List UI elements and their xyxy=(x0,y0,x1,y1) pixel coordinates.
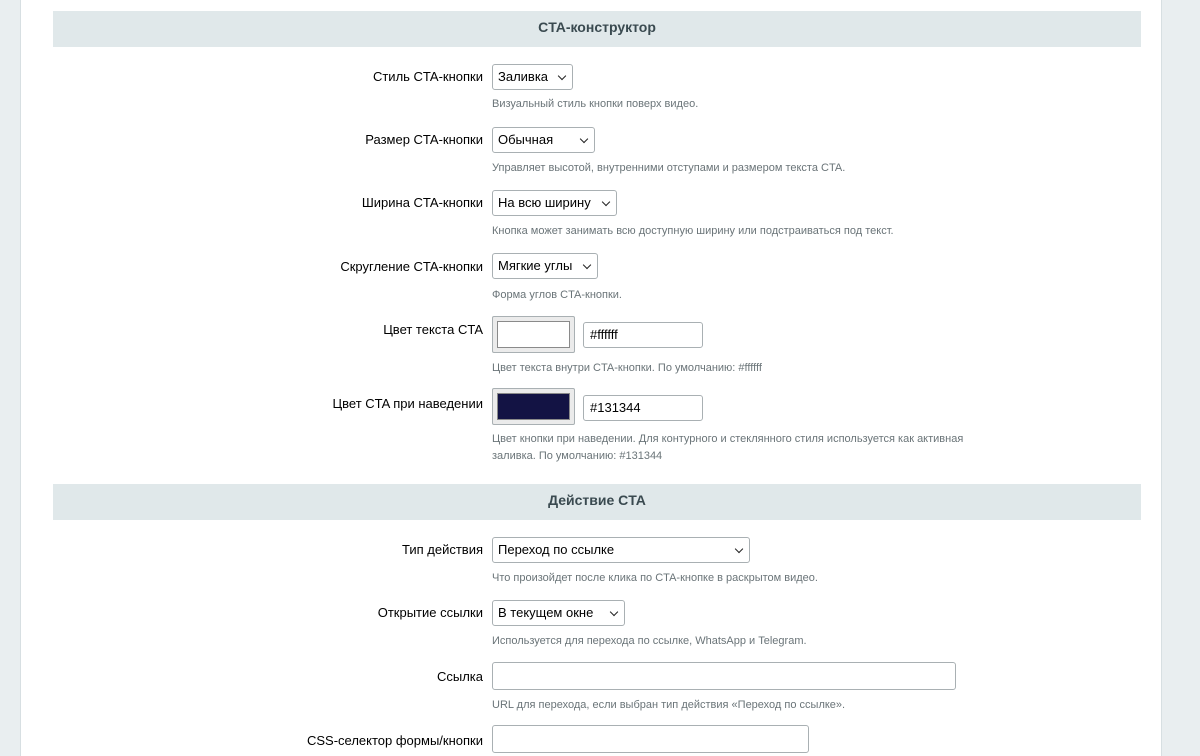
label-css-selector: CSS-селектор формы/кнопки xyxy=(306,733,483,748)
hint-cta-radius: Форма углов CTA-кнопки. xyxy=(492,289,622,301)
chevron-down-icon xyxy=(610,608,618,616)
color-swatch-fill xyxy=(497,321,570,348)
cta-style-value: Заливка xyxy=(498,69,549,84)
cta-size-select[interactable] xyxy=(492,127,595,153)
hint-cta-hover-color-line1: Цвет кнопки при наведении. Для контурного и стеклянного стиля используется как активная xyxy=(492,433,964,445)
cta-radius-value: Мягкие углы xyxy=(498,258,573,273)
label-link: Ссылка xyxy=(436,669,483,684)
section-header-cta-builder: CTA-конструктор xyxy=(53,11,1141,47)
cta-hover-color-input[interactable]: #131344 xyxy=(583,395,703,421)
settings-panel xyxy=(20,0,1162,756)
label-link-open: Открытие ссылки xyxy=(377,605,483,620)
label-cta-style: Стиль CTA-кнопки xyxy=(372,69,483,84)
label-cta-size: Размер CTA-кнопки xyxy=(365,132,483,147)
hint-cta-style: Визуальный стиль кнопки поверх видео. xyxy=(492,98,699,110)
cta-hover-color-picker[interactable] xyxy=(492,388,575,425)
chevron-down-icon xyxy=(583,261,591,269)
cta-size-value: Обычная xyxy=(498,132,554,147)
chevron-down-icon xyxy=(735,545,743,553)
cta-text-color-input[interactable]: #ffffff xyxy=(583,322,703,348)
cta-width-select[interactable] xyxy=(492,190,617,216)
action-type-value: Переход по ссылке xyxy=(498,542,615,557)
chevron-down-icon xyxy=(558,72,566,80)
hint-action-type: Что произойдет после клика по CTA-кнопке в раскрытом видео. xyxy=(492,572,818,584)
action-type-select[interactable] xyxy=(492,537,750,563)
link-open-select[interactable] xyxy=(492,600,625,626)
cta-radius-select[interactable] xyxy=(492,253,598,279)
chevron-down-icon xyxy=(602,198,610,206)
label-cta-width: Ширина CTA-кнопки xyxy=(361,195,483,210)
color-swatch-fill xyxy=(497,393,570,420)
label-cta-text-color: Цвет текста CTA xyxy=(383,322,483,337)
left-gutter xyxy=(0,0,20,756)
hint-cta-hover-color-line2: заливка. По умолчанию: #131344 xyxy=(492,450,663,462)
hint-cta-width: Кнопка может занимать всю доступную ширину или подстраиваться под текст. xyxy=(492,225,894,237)
label-cta-hover-color: Цвет CTA при наведении xyxy=(332,396,483,411)
cta-text-color-picker[interactable] xyxy=(492,316,575,353)
link-input[interactable] xyxy=(492,662,956,690)
hint-link: URL для перехода, если выбран тип действия «Переход по ссылке». xyxy=(492,699,846,711)
hint-cta-size: Управляет высотой, внутренними отступами и размером текста CTA. xyxy=(492,162,846,174)
label-action-type: Тип действия xyxy=(401,542,483,557)
cta-style-select[interactable] xyxy=(492,64,573,90)
cta-width-value: На всю ширину xyxy=(498,195,591,210)
hint-link-open: Используется для перехода по ссылке, WhatsApp и Telegram. xyxy=(492,635,807,647)
section-header-cta-action: Действие CTA xyxy=(53,484,1141,520)
label-cta-radius: Скругление CTA-кнопки xyxy=(340,259,483,274)
css-selector-input[interactable] xyxy=(492,725,809,753)
hint-cta-text-color: Цвет текста внутри CTA-кнопки. По умолчанию: #ffffff xyxy=(492,362,762,374)
link-open-value: В текущем окне xyxy=(498,605,594,620)
chevron-down-icon xyxy=(580,135,588,143)
